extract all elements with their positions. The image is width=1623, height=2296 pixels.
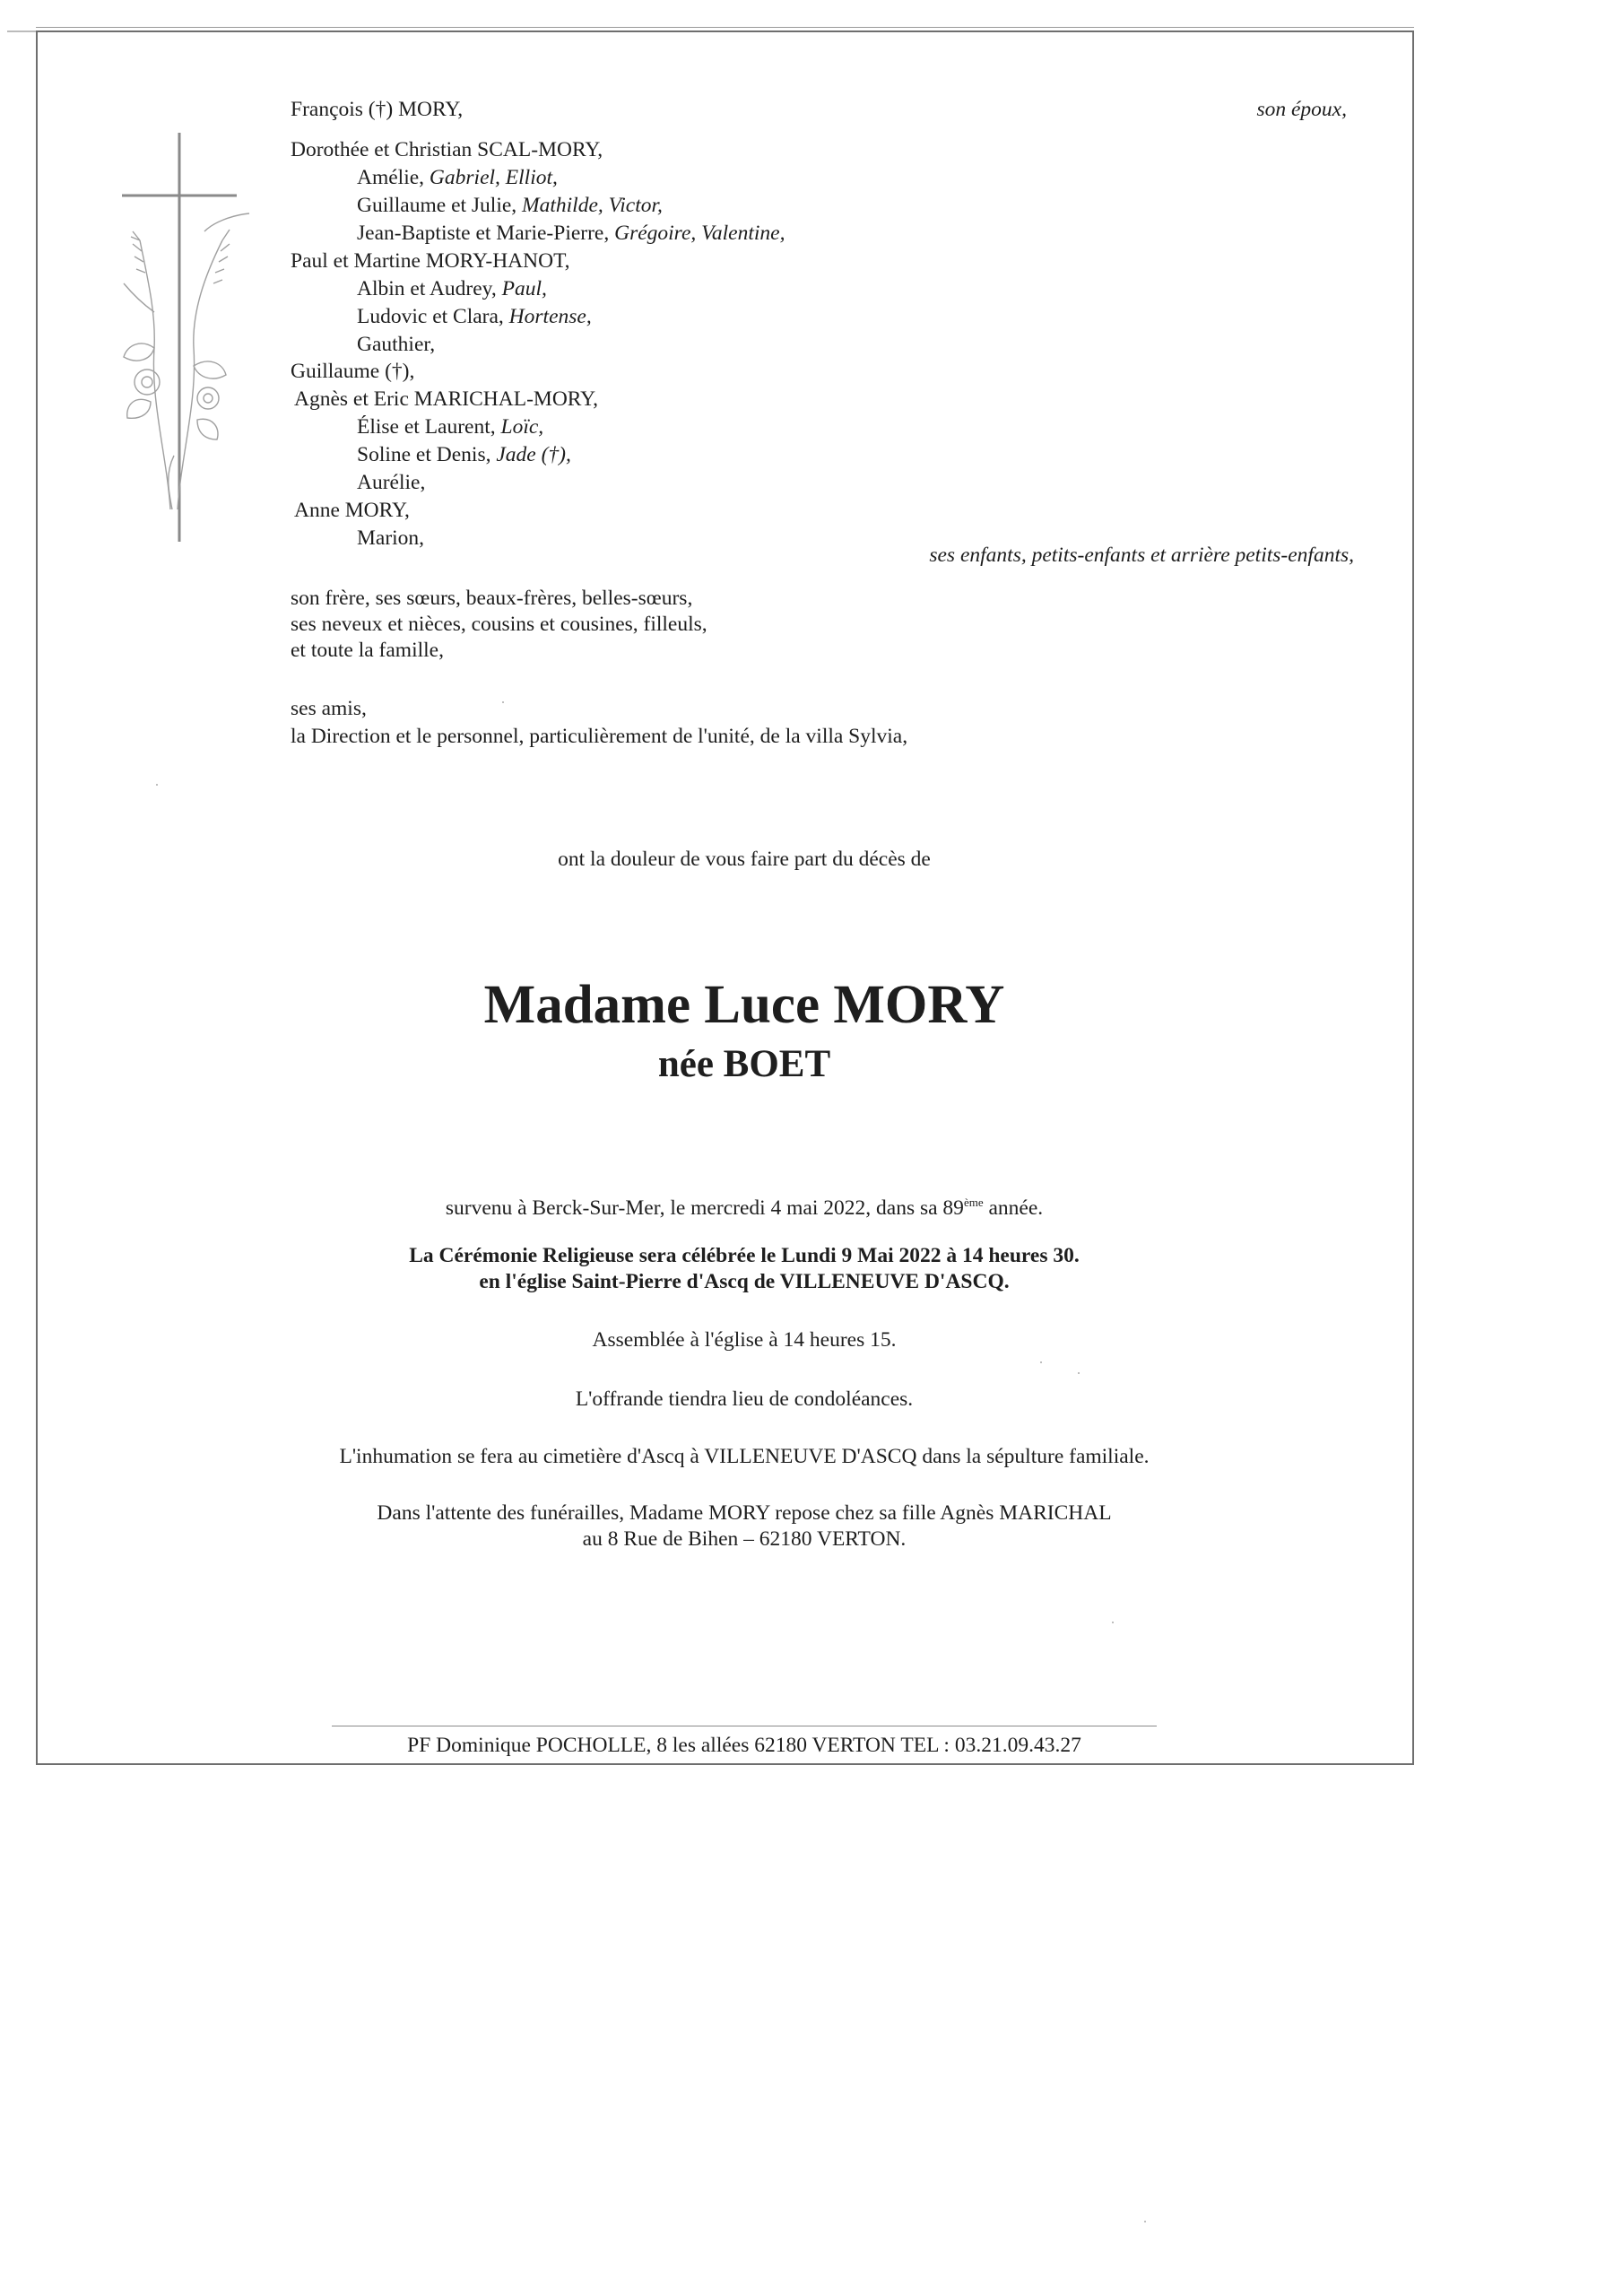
- family-name-italic: Jade (†),: [496, 443, 571, 466]
- family-line: [294, 387, 598, 413]
- family-name: Paul et Martine MORY-HANOT,: [291, 249, 570, 273]
- death-text-end: année.: [983, 1196, 1044, 1220]
- ceremony-line: La Cérémonie Religieuse sera célébrée le Lundi 9 Mai 2022 à 14 heures 30.: [409, 1244, 1080, 1267]
- family-line: [357, 276, 547, 302]
- family-name: Soline et Denis,: [357, 443, 497, 466]
- cross-with-wheat-and-flowers-icon: [115, 133, 276, 542]
- family-name-italic: Hortense,: [508, 305, 592, 328]
- friends-line: la Direction et le personnel, particulièrement de l'unité, de la villa Sylvia,: [291, 725, 908, 748]
- spouse-role: son époux,: [1256, 98, 1347, 121]
- death-text: survenu à Berck-Sur-Mer, le mercredi 4 mai 2022, dans sa 89: [445, 1196, 964, 1220]
- family-name: Élise et Laurent,: [357, 415, 501, 439]
- family-name: Agnès et Eric MARICHAL-MORY,: [294, 387, 598, 411]
- funeral-home-contact: PF Dominique POCHOLLE, 8 les allées 62180 VERTON TEL : 03.21.09.43.27: [407, 1734, 1081, 1757]
- scan-speck: [1078, 1372, 1080, 1374]
- family-name: Anne MORY,: [294, 499, 410, 522]
- family-line: [357, 526, 424, 552]
- family-name: Marion,: [357, 526, 425, 550]
- scan-speck: [156, 784, 158, 786]
- family-name-italic: Paul,: [501, 277, 547, 300]
- assembly-time: Assemblée à l'église à 14 heures 15.: [592, 1328, 897, 1352]
- maiden-name: née BOET: [657, 1043, 831, 1085]
- family-name-italic: Loïc,: [500, 415, 544, 439]
- scan-speck: [1040, 1361, 1042, 1363]
- family-name: Jean-Baptiste et Marie-Pierre,: [357, 222, 615, 245]
- family-name: Guillaume et Julie,: [357, 194, 523, 217]
- family-line: [357, 442, 571, 468]
- ceremony-location: en l'église Saint-Pierre d'Ascq de VILLENEUVE D'ASCQ.: [479, 1270, 1010, 1293]
- family-name-italic: Mathilde, Victor,: [522, 194, 663, 217]
- children-role: ses enfants, petits-enfants et arrière petits-enfants,: [929, 544, 1354, 567]
- family-name: Gauthier,: [357, 333, 436, 356]
- spouse-name: François (†) MORY,: [291, 98, 464, 121]
- family-line: [357, 165, 558, 191]
- family-name: Guillaume (†),: [291, 360, 415, 383]
- family-line: [357, 193, 663, 219]
- death-text-superscript: ème: [963, 1196, 984, 1209]
- family-name: Aurélie,: [357, 471, 426, 494]
- scan-speck: [502, 701, 504, 703]
- family-name: Ludovic et Clara,: [357, 305, 509, 328]
- relatives-line: ses neveux et nièces, cousins et cousines, filleuls,: [291, 613, 707, 636]
- offering-note: L'offrande tiendra lieu de condoléances.: [575, 1387, 914, 1411]
- death-notice: [0, 1189, 1488, 1222]
- burial-note: L'inhumation se fera au cimetière d'Ascq à VILLENEUVE D'ASCQ dans la sépulture familiale.: [339, 1445, 1150, 1468]
- family-name: Amélie,: [357, 166, 430, 189]
- relatives-line: son frère, ses sœurs, beaux-frères, belles-sœurs,: [291, 587, 693, 610]
- family-line: [357, 221, 785, 247]
- relatives-line: et toute la famille,: [291, 639, 444, 662]
- friends-line: ses amis,: [291, 697, 367, 720]
- deceased-name: Madame Luce MORY: [483, 975, 1005, 1035]
- family-line: [357, 332, 435, 358]
- scan-speck: [1144, 2221, 1146, 2222]
- frame-top-line: [36, 27, 1414, 28]
- family-line: [291, 359, 414, 385]
- family-line: [357, 414, 543, 440]
- family-line: [357, 304, 592, 330]
- family-name-italic: Grégoire, Valentine,: [614, 222, 785, 245]
- family-line: [291, 137, 603, 163]
- family-line: [291, 248, 570, 274]
- family-line: [294, 498, 410, 524]
- family-name-italic: Gabriel, Elliot,: [429, 166, 558, 189]
- rest-location: Dans l'attente des funérailles, Madame MORY repose chez sa fille Agnès MARICHAL: [377, 1501, 1112, 1525]
- family-name: Albin et Audrey,: [357, 277, 502, 300]
- rest-address: au 8 Rue de Bihen – 62180 VERTON.: [582, 1527, 907, 1551]
- scan-speck: [1112, 1622, 1114, 1623]
- family-line: [357, 470, 425, 496]
- announcement-intro: ont la douleur de vous faire part du décès de: [558, 848, 931, 871]
- family-name: Dorothée et Christian SCAL-MORY,: [291, 138, 603, 161]
